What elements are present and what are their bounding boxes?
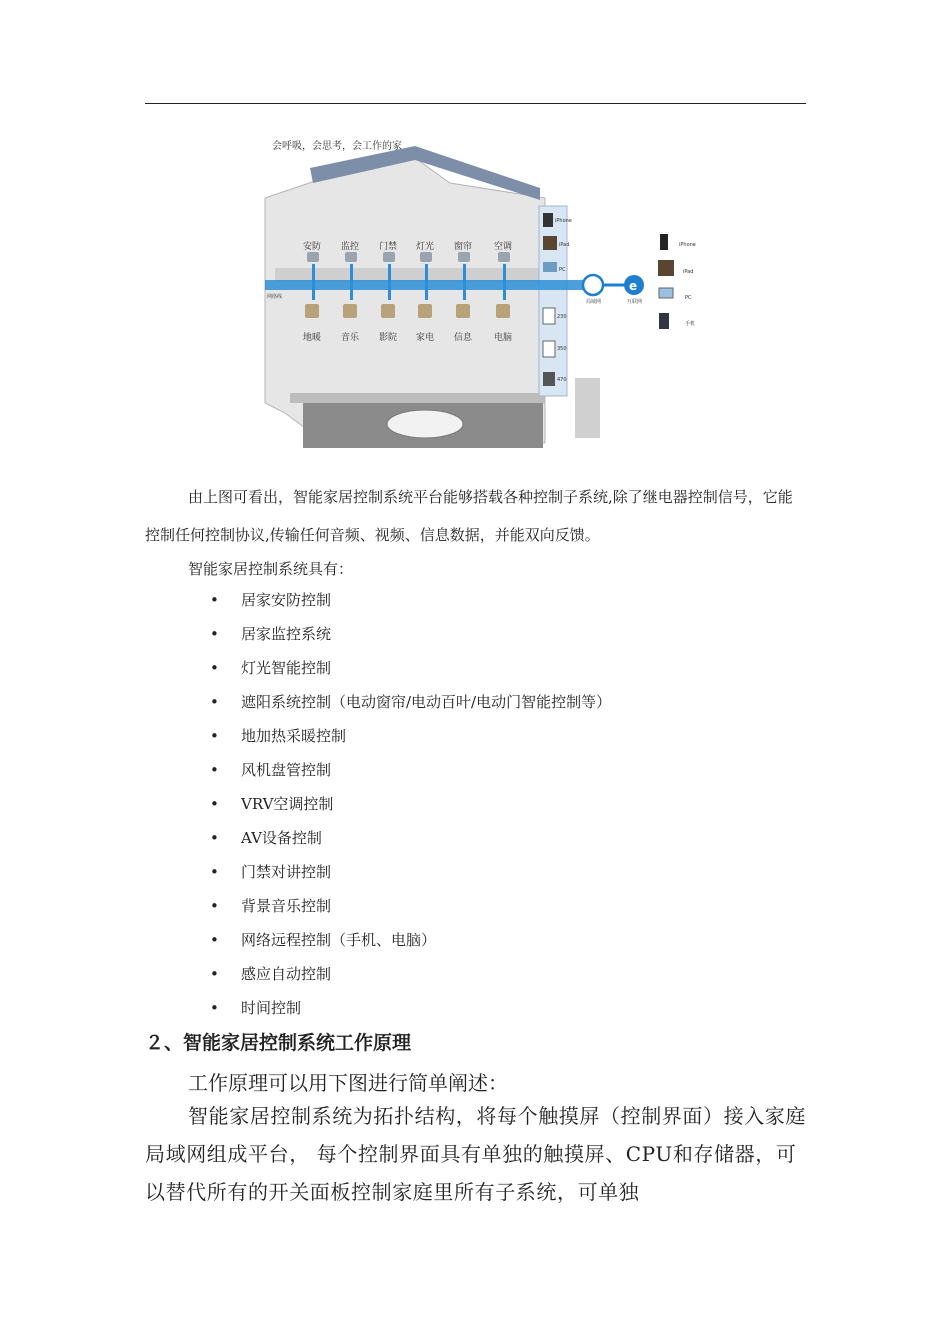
label-access: 门禁 [379,242,398,252]
svg-text:470: 470 [557,377,567,383]
internet-label: 互联网 [627,299,643,305]
floor-slab [275,268,543,282]
list-item: • 地加热采暖控制 [210,725,611,759]
lan-icon [583,275,603,295]
svg-text:iPhone: iPhone [679,242,696,248]
label-security: 安防 [303,242,322,252]
list-item: • 感应自动控制 [210,963,611,997]
list-item: • VRV空调控制 [210,793,611,827]
list-item: • 门禁对讲控制 [210,861,611,895]
label-info: 信息 [454,333,473,343]
list-item: • 背景音乐控制 [210,895,611,929]
panel-column [539,206,570,396]
svg-text:350: 350 [557,346,567,352]
figure-caption: 会呼吸，会思考，会工作的家 [272,141,402,152]
wall-corner [575,378,600,438]
label-appliance: 家电 [416,333,435,343]
list-item: • 风机盘管控制 [210,759,611,793]
smart-home-figure [255,128,715,458]
label-cinema: 影院 [379,333,398,343]
list-item: • 时间控制 [210,997,611,1031]
features-intro: 智能家居控制系统具有： [188,560,354,578]
label-light: 灯光 [416,242,435,252]
car-icon [387,410,463,438]
lan-label: 局域网 [586,299,602,305]
label-monitor: 监控 [341,242,360,252]
svg-text:PC: PC [559,267,566,273]
body-paragraph: 由上图可看出，智能家居控制系统平台能够搭载各种控制子系统,除了继电器控制信号，它能控制任何控制协议,传输任何音频、视频、信息数据，并能双向反馈。 [145,488,793,544]
list-item: • 灯光智能控制 [210,657,611,691]
svg-text:230: 230 [557,314,567,320]
principle-paragraph: 智能家居控制系统为拓扑结构，将每个触摸屏（控制界面）接入家庭局域网组成平台， 每个控制界面具有单独的触摸屏、CPU和存储器，可以替代所有的开关面板控制家庭里所有子系统，可单独 [145,1104,806,1204]
list-item: • 居家监控系统 [210,623,611,657]
internet-glyph: e [629,279,638,293]
label-aircon: 空调 [494,242,513,252]
list-item: • 居家安防控制 [210,589,611,623]
label-computer: 电脑 [494,333,513,343]
principle-intro: 工作原理可以用下图进行简单阐述： [188,1071,508,1095]
svg-text:PC: PC [685,295,692,301]
list-item: • 网络远程控制（手机、电脑） [210,929,611,963]
svg-text:iPad: iPad [559,242,570,248]
features-list [210,589,611,1031]
label-floorheat: 地暖 [303,333,322,343]
bus-label: 网络线 [267,294,283,300]
svg-text:手机: 手机 [685,321,696,327]
svg-text:iPhone: iPhone [555,218,572,224]
list-item: • 遮阳系统控制（电动窗帘/电动百叶/电动门智能控制等） [210,691,611,725]
remote-devices [658,234,696,329]
list-item: • AV设备控制 [210,827,611,861]
floor-slab-lower [290,393,545,403]
svg-text:iPad: iPad [683,269,694,275]
label-curtain: 窗帘 [454,242,473,252]
header-rule [145,103,806,104]
section-heading: ２、智能家居控制系统工作原理 [145,1032,412,1054]
label-music: 音乐 [341,333,360,343]
